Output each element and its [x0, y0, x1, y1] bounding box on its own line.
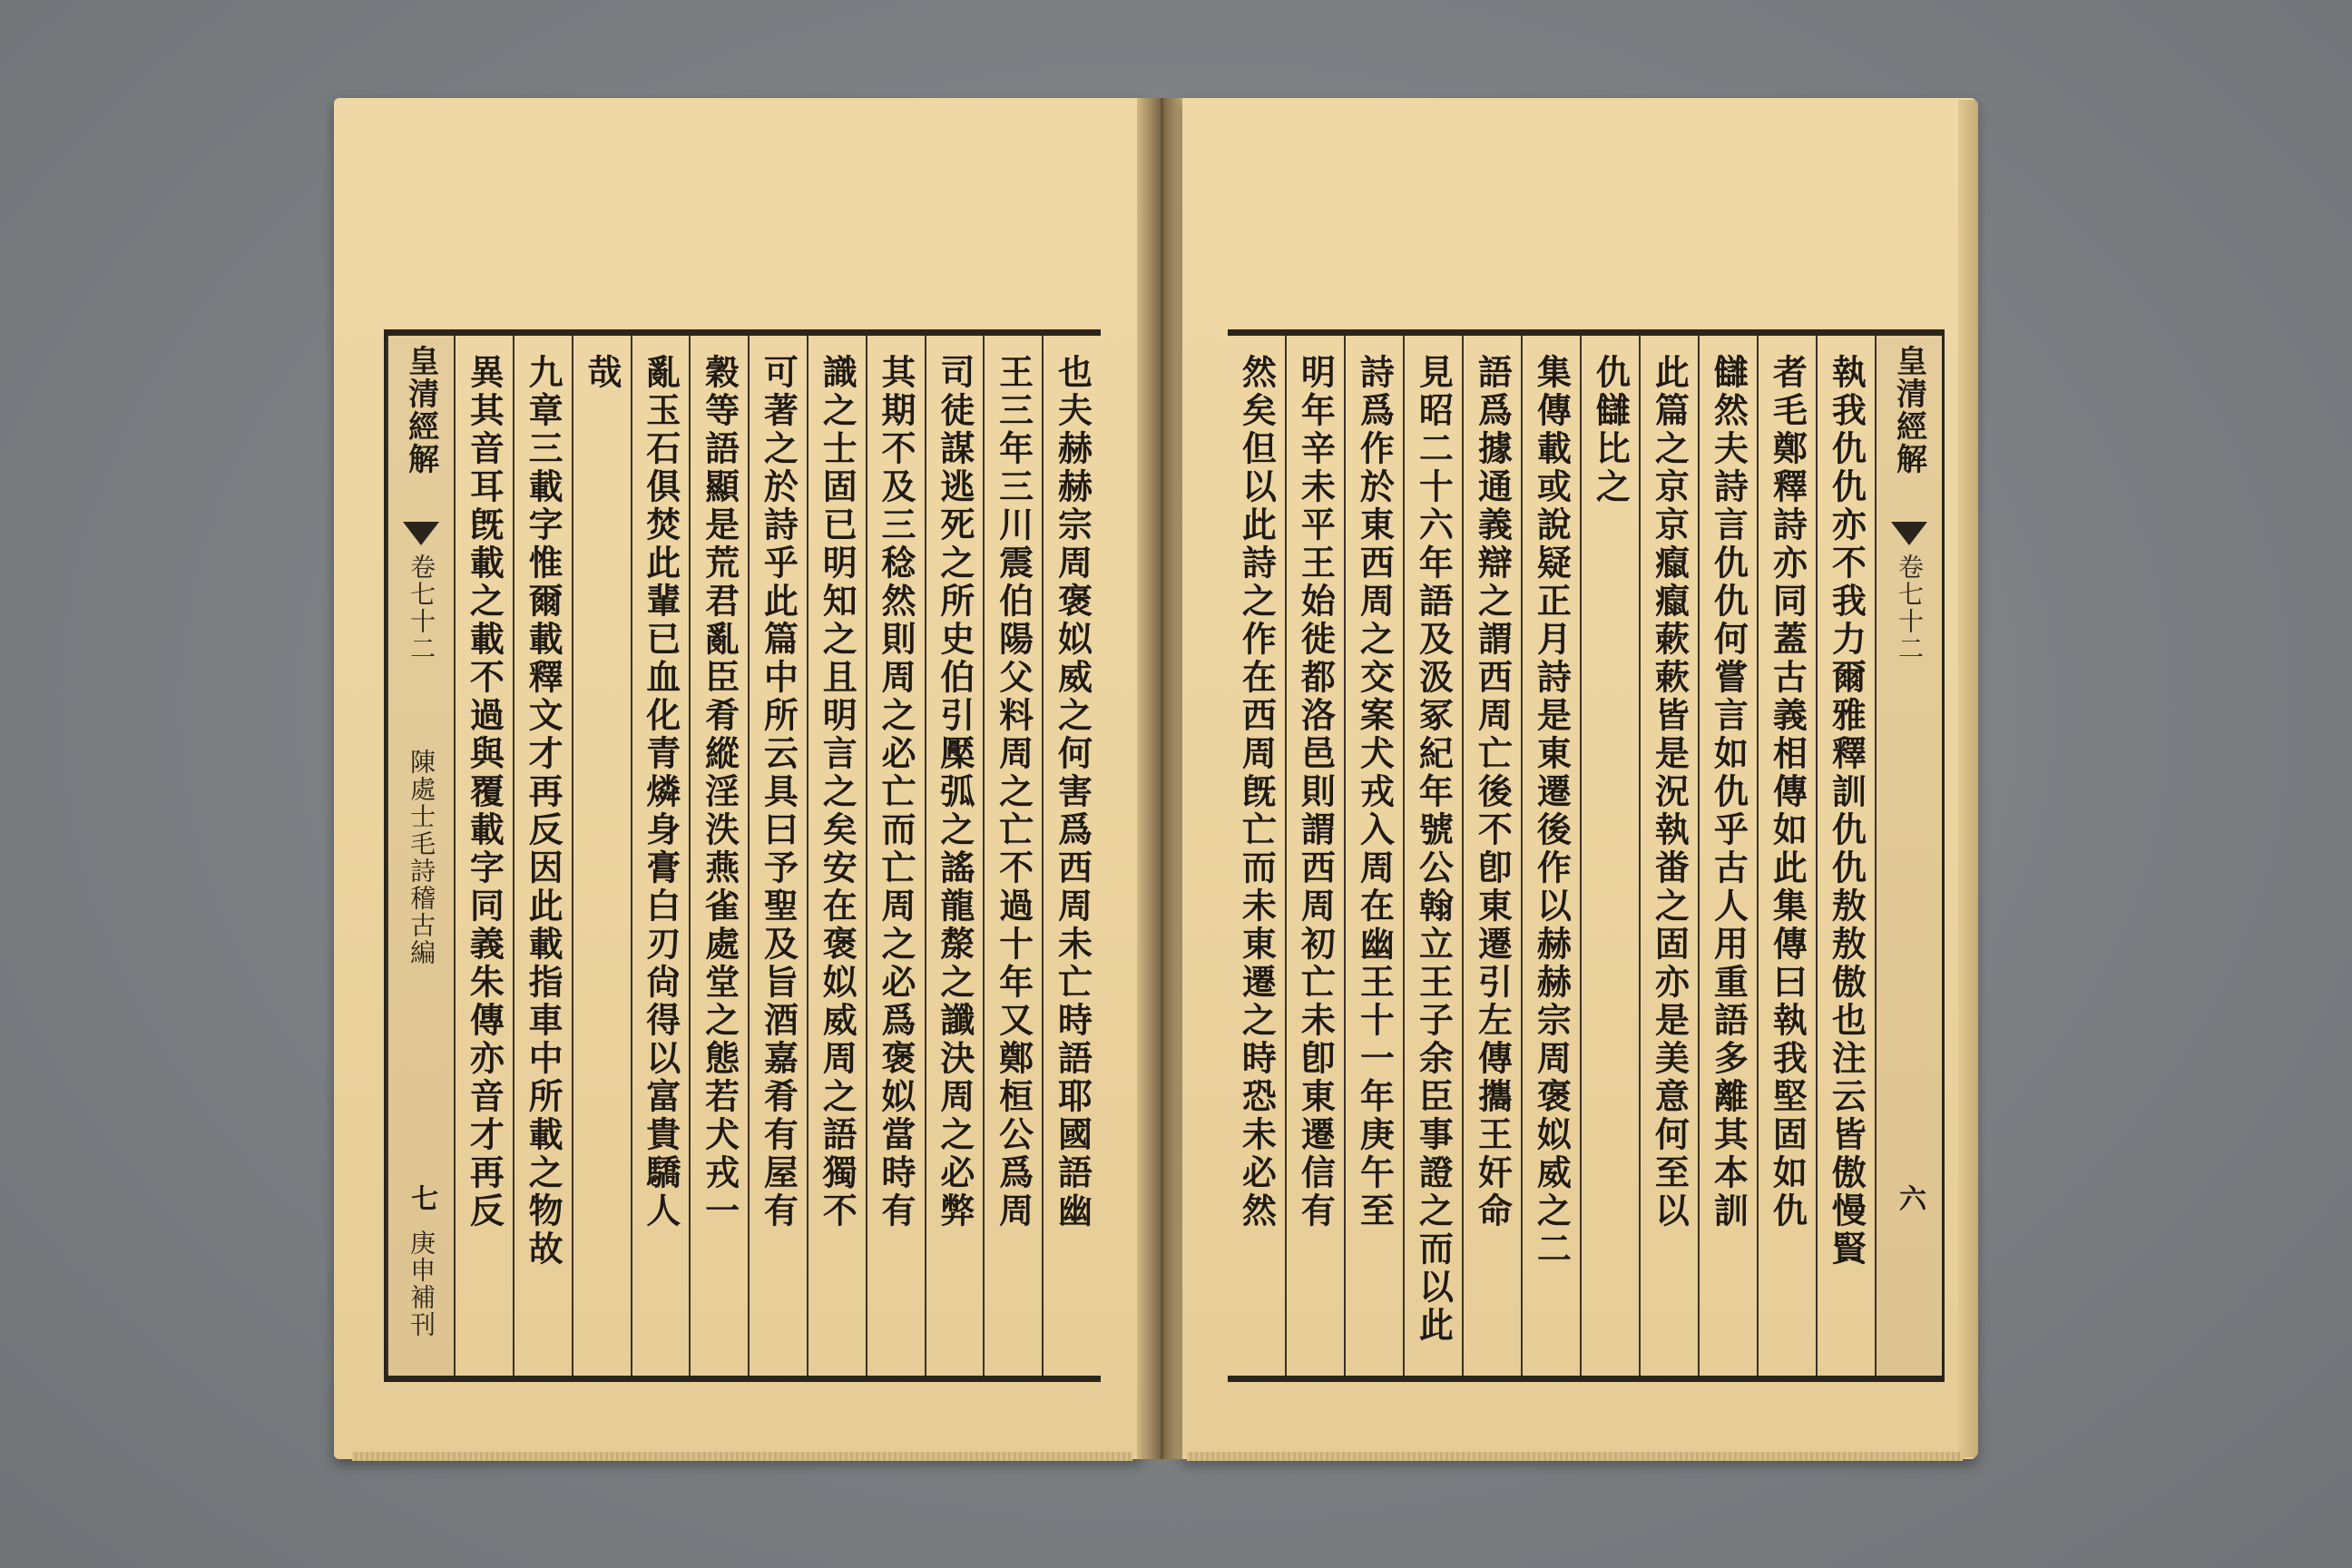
left-column-5 [807, 336, 866, 1376]
left-column-10-text: 九章三載字惟爾載釋文才再反因此載指車中所載之物故 [523, 354, 564, 1269]
left-margin-page-number: 七 [406, 1184, 438, 1211]
left-center-margin [387, 336, 454, 1376]
right-column-8-text: 見昭二十六年語及汲冢紀年號公翰立王子余臣事證之而以此 [1413, 354, 1455, 1345]
book-gutter [1137, 98, 1187, 1459]
left-column-2-text: 王三年三川震伯陽父料周之亡不過十年又鄭桓公爲周 [993, 354, 1034, 1230]
right-column-3-text: 讎然夫詩言仇仇何嘗言如仇乎古人用重語多離其本訓 [1708, 354, 1749, 1230]
left-fishtail-mark [403, 522, 439, 545]
left-column-1 [1042, 336, 1101, 1376]
left-column-5-text: 識之士固已明知之且明言之矣安在褒姒威周之語獨不 [817, 354, 858, 1230]
left-column-9-text: 哉 [581, 354, 622, 392]
left-margin-reprint-note: 庚申補刊 [407, 1230, 437, 1338]
left-column-7 [689, 336, 748, 1376]
right-fishtail-mark [1891, 522, 1927, 545]
right-column-9 [1344, 336, 1403, 1376]
left-column-2 [983, 336, 1042, 1376]
right-column-10 [1285, 336, 1344, 1376]
left-column-11-text: 異其音耳旣載之載不過與覆載字同義朱傳亦音才再反 [464, 354, 505, 1230]
left-column-10 [513, 336, 572, 1376]
left-column-8-text: 亂玉石俱焚此輩已血化青燐身膏白刃尙得以富貴驕人 [640, 354, 681, 1230]
right-column-5-text: 仇讎比之 [1590, 354, 1632, 506]
left-column-6 [748, 336, 807, 1376]
left-column-9 [572, 336, 631, 1376]
right-column-2 [1757, 336, 1816, 1376]
left-margin-volume: 卷七十二 [407, 554, 437, 662]
right-page-stack [1187, 1452, 1963, 1461]
right-column-1 [1816, 336, 1875, 1376]
left-column-11 [454, 336, 513, 1376]
open-book [334, 91, 1976, 1470]
right-column-9-text: 詩爲作於東西周之交案犬戎入周在幽王十一年庚午至 [1354, 354, 1396, 1230]
left-column-4-text: 其期不及三稔然則周之必亡而亡周之必爲褒姒當時有 [876, 354, 917, 1230]
left-column-8 [631, 336, 690, 1376]
left-column-3-text: 司徒謀逃死之所史伯引檿弧之謠龍漦之讖決周之必弊 [934, 354, 975, 1230]
right-column-3 [1698, 336, 1757, 1376]
left-column-1-text: 也夫赫赫宗周褒姒威之何害爲西周未亡時語耶國語幽 [1052, 354, 1093, 1230]
right-column-8 [1403, 336, 1462, 1376]
right-column-6-text: 集傳載或說疑正月詩是東遷後作以赫赫宗周褒姒威之二 [1531, 354, 1573, 1269]
left-column-6-text: 可著之於詩乎此篇中所云具曰予聖及旨酒嘉肴有屋有 [758, 354, 799, 1230]
right-column-7 [1462, 336, 1521, 1376]
right-column-5 [1580, 336, 1639, 1376]
left-print-frame [384, 329, 1101, 1382]
right-column-11-text: 然矣但以此詩之作在西周旣亡而未東遷之時恐未必然 [1236, 354, 1278, 1230]
right-column-11 [1228, 336, 1285, 1376]
right-text-columns [1228, 336, 1942, 1376]
right-column-2-text: 者毛鄭釋詩亦同蓋古義相傳如此集傳曰執我堅固如仇 [1767, 354, 1808, 1230]
left-text-columns [387, 336, 1101, 1376]
right-column-10-text: 明年辛未平王始徙都洛邑則謂西周初亡未卽東遷信有 [1295, 354, 1337, 1230]
right-margin-book-title: 皇清經解 [1890, 345, 1927, 475]
left-margin-book-title: 皇清經解 [402, 345, 439, 475]
left-margin-author-title: 陳處士毛詩稽古編 [407, 749, 437, 966]
left-page [334, 98, 1142, 1459]
right-column-6 [1521, 336, 1580, 1376]
left-column-3 [925, 336, 984, 1376]
left-column-7-text: 穀等語顯是荒君亂臣肴縱淫泆燕雀處堂之態若犬戎一 [699, 354, 740, 1230]
right-page [1182, 98, 1976, 1459]
right-margin-page-number: 六 [1894, 1184, 1926, 1211]
right-margin-volume: 卷七十二 [1895, 554, 1925, 662]
right-column-4-text: 此篇之京京癙癙蔌蔌皆是況執畨之固亦是美意何至以 [1649, 354, 1690, 1230]
left-column-4 [866, 336, 925, 1376]
right-print-frame [1228, 329, 1945, 1382]
right-column-4 [1639, 336, 1698, 1376]
right-column-1-text: 執我仇仇亦不我力爾雅釋訓仇仇敖敖傲也注云皆傲慢賢 [1826, 354, 1867, 1269]
page-fore-edge [1958, 100, 1978, 1457]
right-center-margin [1875, 336, 1942, 1376]
left-page-stack [352, 1452, 1132, 1461]
right-column-7-text: 語爲據通義辯之謂西周亡後不卽東遷引左傳攜王奸命 [1472, 354, 1514, 1230]
